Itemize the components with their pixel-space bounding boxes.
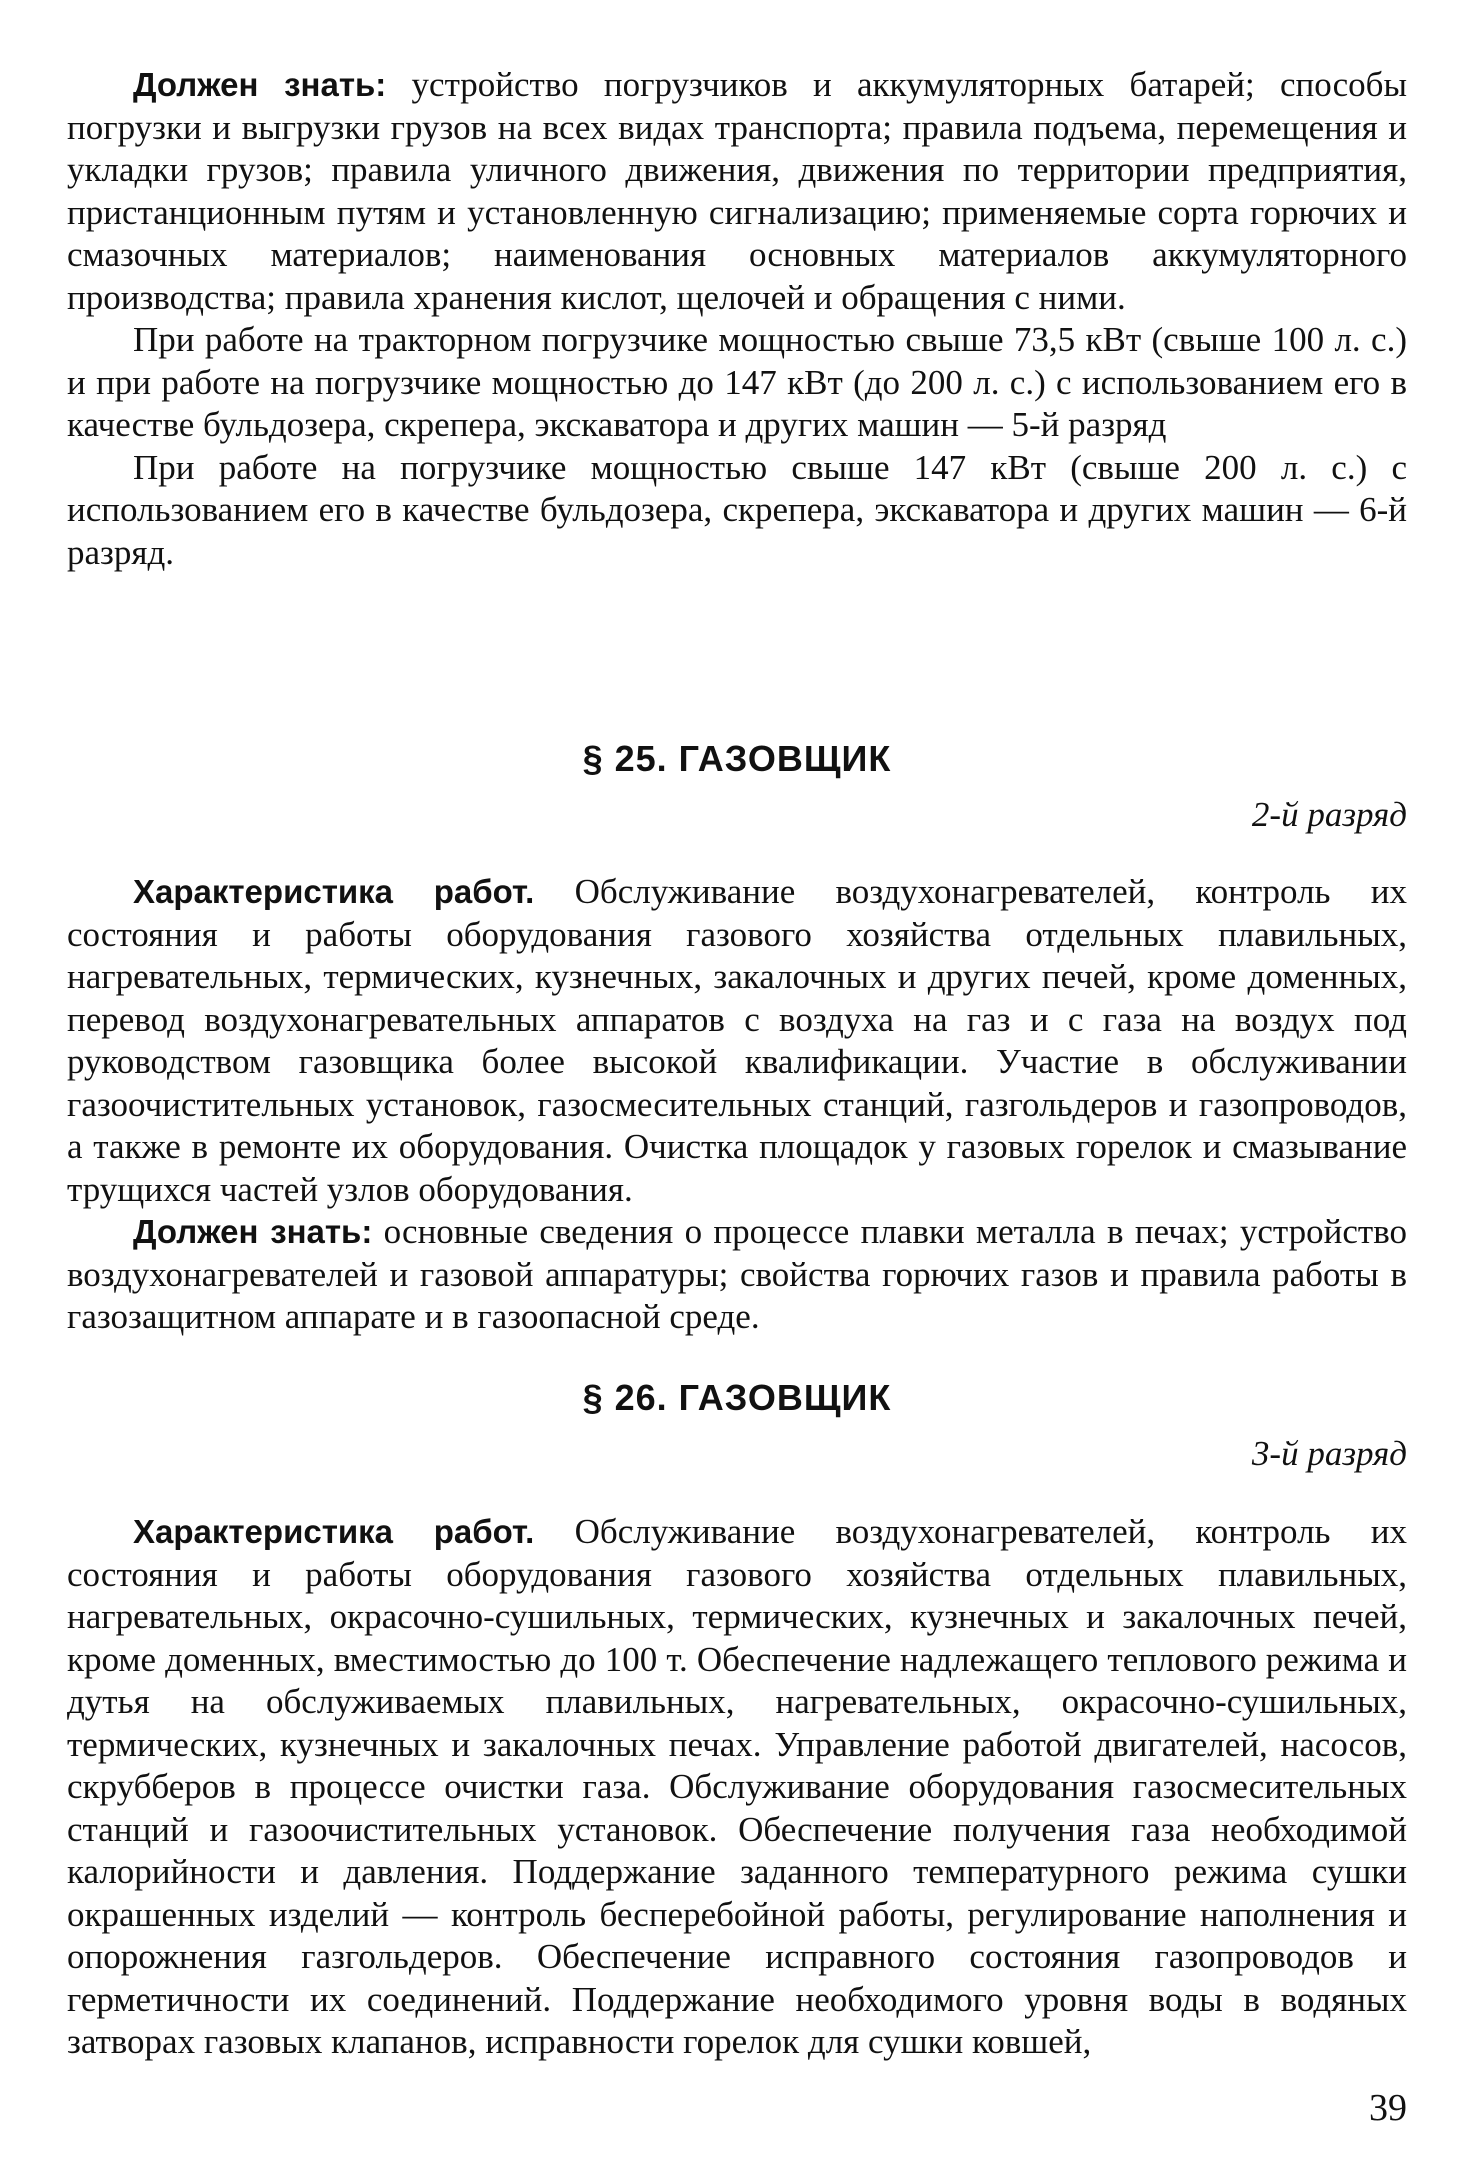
section26-grade: 3-й разряд	[1251, 1434, 1407, 1473]
grade5-paragraph: При работе на тракторном погрузчике мощностью свыше 73,5 кВт (свыше 100 л. с.) и при работе на погрузчике мощностью до 147 кВт (до 200 л. с.) с использованием его в качестве бульдозера, скрепера, экскаватора и других машин — 5-й разряд	[67, 320, 1407, 444]
section25-body	[67, 871, 1407, 1339]
top-block	[67, 64, 1407, 574]
section25-must-know	[67, 1211, 1407, 1339]
section25-grade: 2-й разряд	[1251, 795, 1407, 834]
section26-heading: § 26. ГАЗОВЩИК	[582, 1377, 892, 1418]
section25-know-text: основные сведения о процессе плавки металла в печах; устройство воздухонагревателей и газовой аппаратуры; свойства горючих газов и правила работы в газозащитном аппарате и в газоопасной среде.	[67, 1212, 1407, 1336]
section26-body	[67, 1511, 1407, 2064]
section26-char-text: Обслуживание воздухонагревателей, контроль их состояния и работы оборудования газового хозяйства отдельных плавильных, нагревательных, окрасочно-сушильных, термических, кузнечных и закалочных печей, кроме доменных, вместимостью до 100 т. Обеспечение надлежащего теплового режима и дутья на обслуживаемых плавильных, нагревательных, окрасочно-сушильных, термических, кузнечных и закалочных печах. Управление работой двигателей, насосов, скрубберов в процессе очистки газа. Обслуживание оборудования газосмесительных станций и газоочистительных установок. Обеспечение получения газа необходимой калорийности и давления. Поддержание заданного температурного режима сушки окрашенных изделий — контроль бесперебойной работы, регулирование наполнения и опорожнения газгольдеров. Обеспечение исправного состояния газопроводов и герметичности их соединений. Поддержание необходимого уровня воды в водяных затворах газовых клапанов, исправности горелок для сушки ковшей,	[67, 1512, 1408, 2061]
must-know-text: устройство погрузчиков и аккумуляторных батарей; способы погрузки и выгрузки грузов на всех видах транспорта; правила подъема, перемещения и укладки грузов; правила уличного движения, движения по территории предприятия, пристанционным путям и установленную сигнализацию; применяемые сорта горючих и смазочных материалов; наименования основных материалов аккумуляторного производства; правила хранения кислот, щелочей и обращения с ними.	[67, 65, 1407, 317]
section25-char-label: Характеристика работ.	[133, 873, 535, 910]
section26-characteristics	[67, 1511, 1407, 2064]
section25-char-text: Обслуживание воздухонагревателей, контроль их состояния и работы оборудования газового хозяйства отдельных плавильных, нагревательных, термических, кузнечных, закалочных и других печей, кроме доменных, перевод воздухонагревательных аппаратов с воздуха на газ и с газа на воздух под руководством газовщика более высокой квалификации. Участие в обслуживании газоочистительных установок, газосмесительных станций, газгольдеров и газопроводов, а также в ремонте их оборудования. Очистка площадок у газовых горелок и смазывание трущихся частей узлов оборудования.	[67, 872, 1408, 1209]
must-know-paragraph	[67, 64, 1407, 319]
section25-heading: § 25. ГАЗОВЩИК	[582, 738, 892, 779]
must-know-label: Должен знать:	[133, 66, 387, 103]
section25-know-label: Должен знать:	[133, 1213, 373, 1250]
section26-char-label: Характеристика работ.	[133, 1513, 535, 1550]
section25-characteristics	[67, 871, 1407, 1211]
page-number: 39	[1369, 2087, 1407, 2129]
grade6-paragraph: При работе на погрузчике мощностью свыше 147 кВт (свыше 200 л. с.) с использованием его в качестве бульдозера, скрепера, экскаватора и других машин — 6-й разряд.	[67, 447, 1407, 572]
